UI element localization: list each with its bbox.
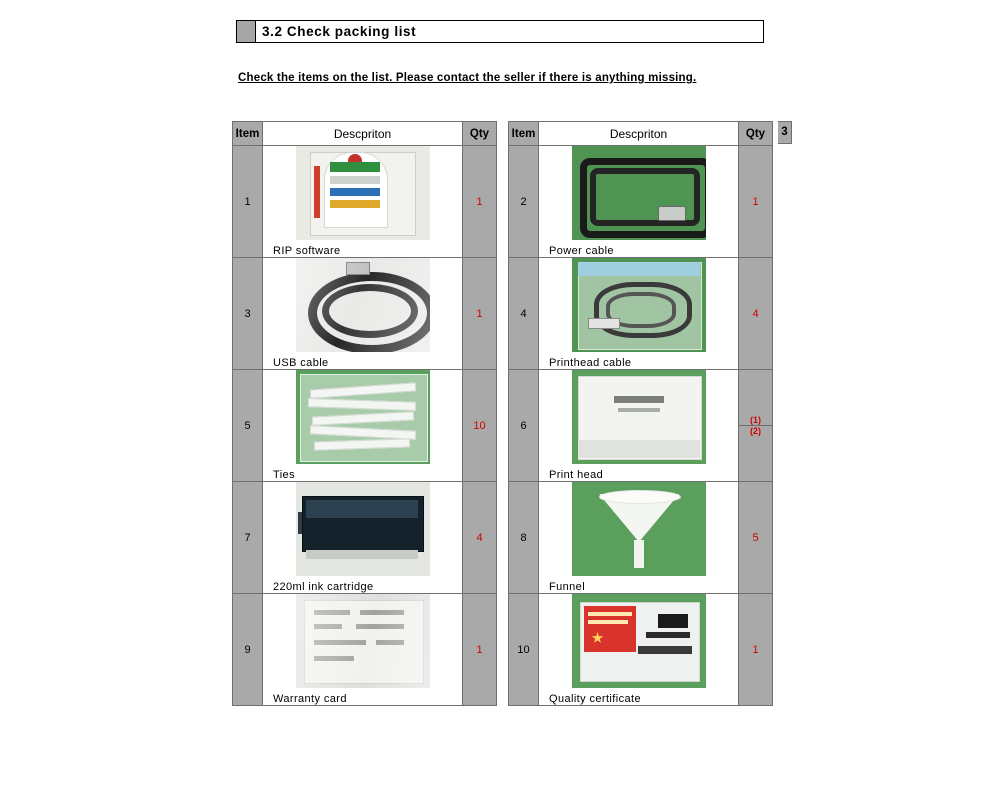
row-caption: Funnel bbox=[549, 581, 586, 593]
packing-list-table-right bbox=[508, 121, 773, 706]
header-item: Item bbox=[233, 122, 263, 146]
row-caption: Quality certificate bbox=[549, 693, 641, 705]
row-description bbox=[539, 258, 739, 370]
table-row bbox=[509, 594, 773, 706]
packing-notice-text: Check the items on the list. Please contact the seller if there is anything missing. bbox=[238, 72, 697, 84]
row-item-number: 3 bbox=[233, 258, 263, 370]
row-caption: Printhead cable bbox=[549, 357, 632, 369]
row-qty: 1 bbox=[463, 146, 497, 258]
row-qty: 5 bbox=[739, 482, 773, 594]
row-caption: Print head bbox=[549, 469, 604, 481]
row-description bbox=[263, 370, 463, 482]
row-qty: 4 bbox=[739, 258, 773, 370]
table-edge-stub: 3 bbox=[778, 121, 792, 144]
row-item-number: 6 bbox=[509, 370, 539, 482]
row-description bbox=[539, 594, 739, 706]
row-item-number: 5 bbox=[233, 370, 263, 482]
row-description bbox=[263, 594, 463, 706]
heading-square-marker bbox=[237, 21, 256, 42]
row-qty: 10 bbox=[463, 370, 497, 482]
row-item-number: 1 bbox=[233, 146, 263, 258]
table-row bbox=[509, 146, 773, 258]
row-caption: 220ml ink cartridge bbox=[273, 581, 374, 593]
row-item-number: 10 bbox=[509, 594, 539, 706]
table-row bbox=[509, 258, 773, 370]
header-qty: Qty bbox=[739, 122, 773, 146]
usb-cable-photo bbox=[296, 258, 430, 352]
ties-photo bbox=[296, 370, 430, 464]
table-row bbox=[233, 370, 497, 482]
warranty-card-photo bbox=[296, 594, 430, 688]
row-description bbox=[539, 482, 739, 594]
table-header-row bbox=[509, 122, 773, 146]
packing-list-table-left bbox=[232, 121, 497, 706]
row-description bbox=[263, 258, 463, 370]
table-row bbox=[233, 146, 497, 258]
page-title: 3.2 Check packing list bbox=[262, 24, 417, 39]
row-item-number: 4 bbox=[509, 258, 539, 370]
quality-certificate-photo bbox=[572, 594, 706, 688]
funnel-photo bbox=[572, 482, 706, 576]
table-row bbox=[509, 370, 773, 482]
header-description: Descpriton bbox=[263, 122, 463, 146]
table-header-row bbox=[233, 122, 497, 146]
row-item-number: 9 bbox=[233, 594, 263, 706]
row-qty-option-2: (2) bbox=[750, 426, 761, 436]
print-head-photo bbox=[572, 370, 706, 464]
row-caption: RIP software bbox=[273, 245, 341, 257]
row-item-number: 7 bbox=[233, 482, 263, 594]
row-description bbox=[539, 370, 739, 482]
power-cable-photo bbox=[572, 146, 706, 240]
row-item-number: 8 bbox=[509, 482, 539, 594]
printhead-cable-photo bbox=[572, 258, 706, 352]
header-description: Descpriton bbox=[539, 122, 739, 146]
row-description bbox=[263, 482, 463, 594]
ink-cartridge-photo bbox=[296, 482, 430, 576]
row-caption: USB cable bbox=[273, 357, 329, 369]
row-caption: Ties bbox=[273, 469, 295, 481]
row-qty: 1 bbox=[739, 594, 773, 706]
header-item: Item bbox=[509, 122, 539, 146]
row-item-number: 2 bbox=[509, 146, 539, 258]
row-caption: Power cable bbox=[549, 245, 614, 257]
table-row bbox=[233, 258, 497, 370]
row-qty: 1 bbox=[463, 594, 497, 706]
table-row bbox=[509, 482, 773, 594]
row-caption: Warranty card bbox=[273, 693, 347, 705]
row-qty: 1 bbox=[463, 258, 497, 370]
row-description bbox=[539, 146, 739, 258]
row-qty-split bbox=[739, 370, 773, 482]
rip-software-photo bbox=[296, 146, 430, 240]
row-qty-option-1: (1) bbox=[739, 415, 772, 426]
row-qty: 4 bbox=[463, 482, 497, 594]
section-heading-bar bbox=[236, 20, 764, 43]
table-row bbox=[233, 482, 497, 594]
table-row bbox=[233, 594, 497, 706]
row-description bbox=[263, 146, 463, 258]
header-qty: Qty bbox=[463, 122, 497, 146]
row-qty: 1 bbox=[739, 146, 773, 258]
